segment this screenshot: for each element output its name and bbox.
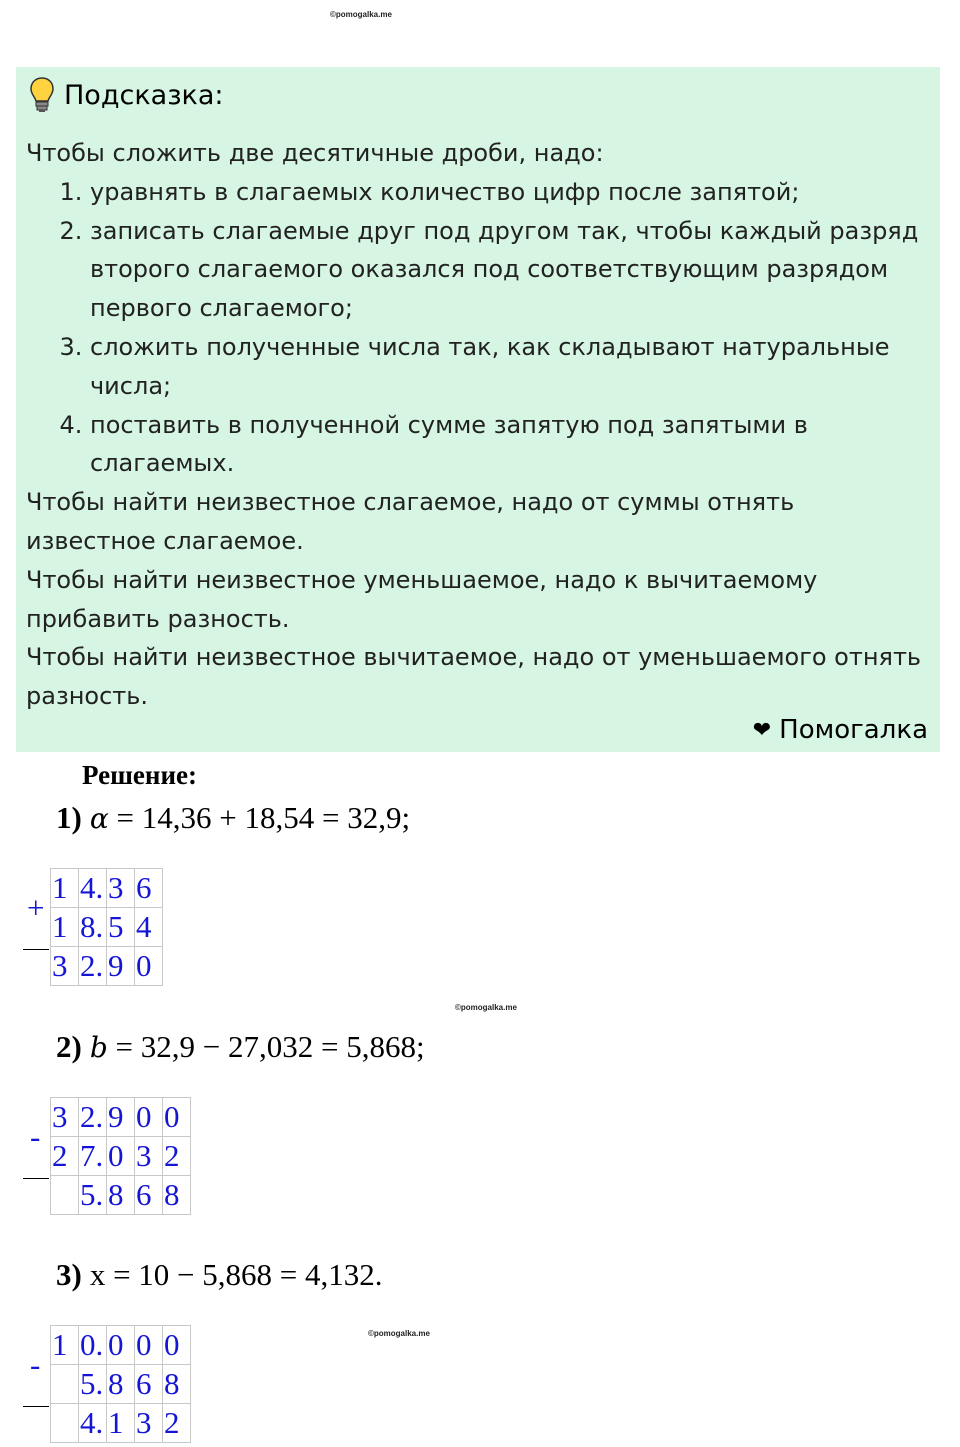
calc-digit: 0 — [163, 1326, 191, 1365]
calc-digit: 8. — [79, 908, 107, 947]
equation-number: 3) — [56, 1257, 82, 1292]
calc-digit: 6 — [135, 869, 163, 908]
calc-digit: 6 — [135, 1365, 163, 1404]
underline — [23, 949, 49, 950]
operation-sign: + — [27, 890, 45, 925]
operation-sign: - — [30, 1347, 41, 1382]
calc-digit: 0. — [79, 1326, 107, 1365]
hint-title: Подсказка: — [64, 79, 224, 111]
calc-digit: 9 — [107, 1098, 135, 1137]
hint-text — [26, 134, 926, 716]
calc-digit: 2 — [163, 1137, 191, 1176]
column-calculation-3 — [50, 1325, 191, 1443]
calc-row — [51, 869, 163, 908]
equation-variable: x — [89, 1257, 106, 1292]
calc-digit: 0 — [163, 1098, 191, 1137]
hint-box — [16, 67, 940, 752]
calc-digit: 8 — [107, 1365, 135, 1404]
calc-digit: 1 — [51, 1326, 79, 1365]
equation-expression: = 32,9 − 27,032 = 5,868; — [107, 1029, 425, 1064]
hint-steps — [26, 173, 926, 483]
calc-digit: 4. — [79, 1404, 107, 1443]
brand — [753, 715, 928, 745]
hint-step: 3. сложить полученные числа так, как складывают натуральные числа; — [90, 328, 926, 406]
watermark-top: ©pomogalka.me — [330, 10, 392, 19]
calc-digit: 0 — [135, 947, 163, 986]
calc-digit: 2 — [163, 1404, 191, 1443]
calc-digit: 8 — [163, 1365, 191, 1404]
calc-row — [51, 1404, 191, 1443]
calc-digit: 5. — [79, 1176, 107, 1215]
calc-digit: 3 — [51, 1098, 79, 1137]
calc-row — [51, 1365, 191, 1404]
equation-number: 1) — [56, 800, 82, 835]
hint-rule: Чтобы найти неизвестное уменьшаемое, надо к вычитаемому прибавить разность. — [26, 565, 818, 633]
calc-digit: 2. — [79, 1098, 107, 1137]
calc-digit: 0 — [107, 1326, 135, 1365]
hint-step: 4. поставить в полученной сумме запятую под запятыми в слагаемых. — [90, 406, 926, 484]
operation-sign: - — [30, 1119, 41, 1154]
calc-row — [51, 1098, 191, 1137]
calc-digit: 1 — [51, 908, 79, 947]
calc-digit: 1 — [107, 1404, 135, 1443]
hint-rule: Чтобы найти неизвестное вычитаемое, надо от уменьшаемого отнять разность. — [26, 643, 922, 711]
equation-expression: = 10 − 5,868 = 4,132. — [105, 1257, 383, 1292]
calc-digit: 0 — [135, 1326, 163, 1365]
column-calculation-1 — [50, 868, 163, 986]
underline — [23, 1178, 49, 1179]
calc-digit: 2. — [79, 947, 107, 986]
calc-digit — [51, 1365, 79, 1404]
calc-digit: 4. — [79, 869, 107, 908]
calc-digit: 7. — [79, 1137, 107, 1176]
hint-step: 1. уравнять в слагаемых количество цифр после запятой; — [90, 173, 926, 212]
calc-row — [51, 1176, 191, 1215]
calc-digit — [51, 1176, 79, 1215]
calc-row — [51, 947, 163, 986]
calc-digit: 4 — [135, 908, 163, 947]
hint-rule: Чтобы найти неизвестное слагаемое, надо от суммы отнять известное слагаемое. — [26, 488, 795, 555]
calc-digit: 1 — [51, 869, 79, 908]
calc-digit: 8 — [163, 1176, 191, 1215]
equation-2 — [56, 1029, 425, 1065]
watermark-bottom: ©pomogalka.me — [368, 1329, 430, 1338]
equation-expression: = 14,36 + 18,54 = 32,9; — [108, 800, 411, 835]
calc-digit: 6 — [135, 1176, 163, 1215]
hint-intro: Чтобы сложить две десятичные дроби, надо: — [26, 139, 604, 167]
equation-number: 2) — [56, 1029, 82, 1064]
calc-digit: 3 — [107, 869, 135, 908]
hint-step: 2. записать слагаемые друг под другом так, чтобы каждый разряд второго слагаемого оказался под соответствующим разрядом первого слагаемого; — [90, 212, 926, 328]
calc-row — [51, 908, 163, 947]
solution-title: Решение: — [82, 760, 197, 790]
equation-variable: b — [89, 1031, 108, 1064]
underline — [23, 1406, 49, 1407]
calc-digit: 0 — [107, 1137, 135, 1176]
calc-digit: 2 — [51, 1137, 79, 1176]
calc-digit: 3 — [51, 947, 79, 986]
brand-name: Помогалка — [779, 715, 928, 745]
calc-digit: 3 — [135, 1137, 163, 1176]
equation-1 — [56, 800, 410, 836]
calc-digit — [51, 1404, 79, 1443]
calc-row — [51, 1326, 191, 1365]
calc-digit: 9 — [107, 947, 135, 986]
watermark-middle: ©pomogalka.me — [455, 1003, 517, 1012]
hint-header — [30, 75, 224, 115]
heart-icon: ❤ — [752, 717, 772, 743]
calc-digit: 5 — [107, 908, 135, 947]
lightbulb-icon — [30, 77, 54, 113]
calc-digit: 0 — [135, 1098, 163, 1137]
calc-digit: 5. — [79, 1365, 107, 1404]
calc-digit: 3 — [135, 1404, 163, 1443]
equation-variable: α — [89, 802, 109, 835]
column-calculation-2 — [50, 1097, 191, 1215]
equation-3 — [56, 1257, 383, 1293]
calc-row — [51, 1137, 191, 1176]
calc-digit: 8 — [107, 1176, 135, 1215]
